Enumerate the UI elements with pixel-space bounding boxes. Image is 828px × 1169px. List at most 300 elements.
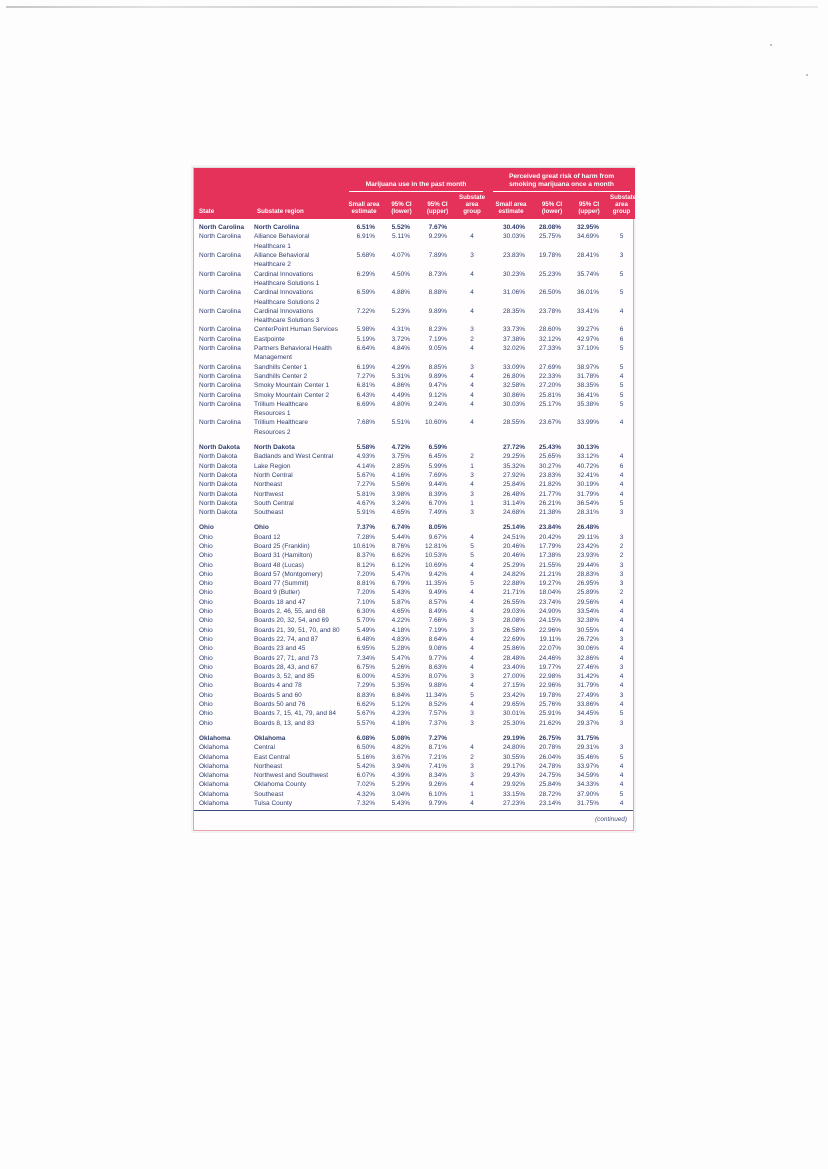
risk-group-cell: 5	[619, 382, 624, 390]
risk-ci-upper-cell: 33.41%	[576, 307, 600, 315]
use-group-cell: 4	[470, 654, 474, 662]
use-estimate-cell: 6.50%	[356, 744, 375, 752]
risk-ci-lower-cell: 22.98%	[538, 673, 562, 681]
use-group-cell: 4	[470, 289, 474, 297]
risk-group-cell: 4	[619, 762, 624, 770]
risk-ci-upper-cell: 34.33%	[576, 781, 600, 789]
region-cell: Boards 23 and 45	[254, 645, 306, 653]
state-cell: Ohio	[199, 719, 213, 727]
use-ci-lower-cell: 4.23%	[391, 710, 410, 718]
risk-ci-lower-cell: 26.75%	[538, 734, 562, 742]
use-group-cell: 4	[470, 382, 474, 390]
region-cell: Boards 8, 13, and 83	[254, 719, 315, 727]
state-cell: Ohio	[199, 635, 213, 643]
risk-ci-upper-cell: 23.42%	[576, 542, 600, 550]
use-ci-upper-cell: 8.07%	[428, 673, 447, 681]
state-cell: North Carolina	[199, 326, 241, 334]
risk-ci-upper-cell: 29.44%	[576, 561, 600, 569]
risk-ci-lower-cell: 25.84%	[538, 781, 562, 789]
risk-estimate-cell: 24.82%	[502, 570, 526, 578]
table-row	[194, 719, 635, 728]
scan-artifact-dot	[770, 44, 772, 46]
use-ci-lower-cell: 5.56%	[391, 481, 410, 489]
state-cell: Oklahoma	[199, 762, 229, 770]
table-row	[194, 480, 635, 489]
use-ci-lower-cell: 5.52%	[391, 224, 410, 232]
risk-group-cell: 4	[619, 598, 624, 606]
use-estimate-cell: 8.37%	[356, 552, 375, 560]
risk-ci-upper-cell: 30.19%	[576, 481, 600, 489]
use-ci-upper-cell: 7.19%	[428, 626, 447, 634]
risk-ci-lower-cell: 25.43%	[538, 444, 562, 452]
use-group-cell: 3	[470, 252, 474, 260]
use-ci-lower-cell: 5.23%	[391, 307, 410, 315]
use-group-cell: 3	[470, 363, 474, 371]
use-group-cell: 4	[470, 608, 474, 616]
risk-estimate-cell: 33.73%	[502, 326, 526, 334]
table-row	[194, 391, 635, 400]
use-group-cell: 2	[470, 753, 474, 761]
risk-ci-upper-cell: 25.89%	[576, 589, 600, 597]
risk-ci-upper-cell: 33.97%	[576, 762, 600, 770]
use-estimate-cell: 7.10%	[356, 598, 375, 606]
risk-ci-lower-cell: 32.12%	[538, 335, 562, 343]
table-row	[194, 499, 635, 508]
risk-group-cell: 5	[619, 400, 624, 408]
risk-estimate-cell: 23.83%	[502, 252, 526, 260]
use-ci-upper-cell: 7.89%	[428, 252, 447, 260]
use-ci-lower-cell: 4.50%	[391, 270, 410, 278]
use-group-cell: 4	[470, 682, 474, 690]
use-estimate-cell: 7.32%	[356, 800, 375, 807]
risk-estimate-cell: 26.58%	[502, 626, 526, 634]
use-ci-upper-cell: 8.63%	[428, 663, 447, 671]
use-estimate-cell: 5.98%	[356, 326, 375, 334]
region-cell: Boards 27, 71, and 73	[254, 654, 318, 662]
use-estimate-cell: 6.43%	[356, 391, 375, 399]
region-cell: Boards 50 and 76	[254, 701, 306, 709]
risk-estimate-cell: 29.92%	[502, 781, 526, 789]
state-cell: Ohio	[199, 580, 213, 588]
region-cell: Oklahoma County	[254, 781, 307, 789]
region-cell: Cardinal Innovations Healthcare Solutions 3	[254, 307, 320, 325]
use-estimate-cell: 4.67%	[356, 499, 375, 507]
use-ci-lower-cell: 5.47%	[391, 570, 410, 578]
table-row	[194, 762, 635, 771]
table-row	[194, 709, 635, 718]
use-group-cell: 2	[470, 335, 474, 343]
use-group-cell: 4	[470, 645, 474, 653]
risk-ci-upper-cell: 39.27%	[576, 326, 600, 334]
use-ci-upper-cell: 9.47%	[428, 382, 447, 390]
risk-estimate-cell: 26.80%	[502, 372, 526, 380]
table-row	[194, 307, 635, 326]
risk-ci-lower-cell: 30.27%	[538, 462, 562, 470]
risk-group-cell: 6	[619, 462, 624, 470]
table-row	[194, 790, 635, 799]
risk-estimate-cell: 24.68%	[502, 509, 526, 517]
region-cell: Boards 28, 43, and 67	[254, 663, 318, 671]
risk-group-cell: 4	[619, 645, 624, 653]
use-ci-lower-cell: 4.80%	[391, 400, 410, 408]
risk-ci-upper-cell: 30.13%	[576, 444, 600, 452]
risk-ci-lower-cell: 23.74%	[538, 598, 562, 606]
use-ci-lower-cell: 5.29%	[391, 781, 410, 789]
group-header-label: Perceived great risk of harm from smoking marijuana once a month	[493, 171, 630, 192]
use-estimate-cell: 6.19%	[356, 363, 375, 371]
risk-ci-upper-cell: 33.86%	[576, 701, 600, 709]
state-cell: Ohio	[199, 673, 213, 681]
col-header-state: State	[194, 192, 252, 219]
use-ci-upper-cell: 7.27%	[428, 734, 447, 742]
use-estimate-cell: 4.32%	[356, 790, 375, 798]
region-cell: North Central	[254, 471, 293, 479]
risk-estimate-cell: 26.48%	[502, 490, 526, 498]
use-estimate-cell: 5.19%	[356, 335, 375, 343]
use-ci-upper-cell: 9.89%	[428, 372, 447, 380]
use-estimate-cell: 6.95%	[356, 645, 375, 653]
state-cell: North Dakota	[199, 453, 238, 461]
table-row	[194, 418, 635, 437]
use-ci-upper-cell: 8.71%	[428, 744, 447, 752]
use-ci-lower-cell: 4.86%	[391, 382, 410, 390]
use-ci-lower-cell: 4.65%	[391, 608, 410, 616]
state-cell: North Carolina	[199, 224, 245, 232]
risk-estimate-cell: 28.48%	[502, 654, 526, 662]
risk-ci-lower-cell: 22.96%	[538, 682, 562, 690]
column-header-row	[194, 192, 635, 219]
risk-ci-upper-cell: 34.59%	[576, 772, 600, 780]
risk-ci-upper-cell: 38.97%	[576, 363, 600, 371]
risk-group-cell: 5	[619, 499, 624, 507]
risk-ci-lower-cell: 25.91%	[538, 710, 562, 718]
risk-ci-lower-cell: 26.04%	[538, 753, 562, 761]
risk-ci-lower-cell: 23.78%	[538, 307, 562, 315]
use-ci-lower-cell: 4.18%	[391, 719, 410, 727]
risk-estimate-cell: 23.40%	[502, 663, 526, 671]
use-ci-upper-cell: 10.53%	[424, 552, 447, 560]
use-ci-upper-cell: 9.79%	[428, 800, 447, 807]
region-cell: North Dakota	[254, 444, 295, 452]
use-estimate-cell: 7.20%	[356, 570, 375, 578]
use-estimate-cell: 6.00%	[356, 673, 375, 681]
use-ci-lower-cell: 4.83%	[391, 635, 410, 643]
use-ci-upper-cell: 9.12%	[428, 391, 447, 399]
use-group-cell: 5	[470, 580, 474, 588]
use-ci-lower-cell: 4.53%	[391, 673, 410, 681]
use-estimate-cell: 6.29%	[356, 270, 375, 278]
state-cell: North Carolina	[199, 382, 241, 390]
use-ci-upper-cell: 6.70%	[428, 499, 447, 507]
use-group-cell: 4	[470, 781, 474, 789]
state-cell: Oklahoma	[199, 744, 229, 752]
use-estimate-cell: 7.28%	[356, 533, 375, 541]
use-ci-upper-cell: 6.10%	[428, 790, 447, 798]
use-ci-upper-cell: 7.49%	[428, 509, 447, 517]
risk-ci-upper-cell: 33.54%	[576, 608, 600, 616]
substate-estimates-table	[193, 167, 637, 831]
risk-group-cell: 3	[619, 509, 624, 517]
use-ci-upper-cell: 7.21%	[428, 753, 447, 761]
risk-group-cell: 3	[619, 580, 624, 588]
state-cell: Oklahoma	[199, 734, 231, 742]
use-estimate-cell: 6.48%	[356, 635, 375, 643]
table-row	[194, 335, 635, 344]
use-group-cell: 3	[470, 673, 474, 681]
use-ci-upper-cell: 9.42%	[428, 570, 447, 578]
risk-estimate-cell: 29.17%	[502, 762, 526, 770]
risk-estimate-cell: 29.43%	[502, 772, 526, 780]
risk-estimate-cell: 24.51%	[502, 533, 526, 541]
risk-ci-upper-cell: 29.56%	[576, 598, 600, 606]
risk-ci-upper-cell: 31.75%	[576, 800, 600, 807]
region-cell: Partners Behavioral Health Management	[254, 345, 332, 362]
risk-group-cell: 3	[619, 744, 624, 752]
risk-ci-upper-cell: 42.97%	[576, 335, 600, 343]
use-ci-upper-cell: 6.45%	[428, 453, 447, 461]
region-cell: Northeast	[254, 481, 283, 489]
table-row	[194, 691, 635, 700]
use-ci-lower-cell: 5.47%	[391, 654, 410, 662]
use-estimate-cell: 4.14%	[356, 462, 375, 470]
use-estimate-cell: 7.34%	[356, 654, 375, 662]
state-cell: North Carolina	[199, 335, 241, 343]
state-cell: North Carolina	[199, 233, 241, 241]
table-row	[194, 288, 635, 307]
table-row	[194, 452, 635, 461]
region-cell: Board 9 (Butler)	[254, 589, 300, 597]
risk-group-cell: 4	[619, 673, 624, 681]
region-cell: Tulsa County	[254, 800, 293, 807]
risk-estimate-cell: 33.09%	[502, 363, 526, 371]
risk-ci-lower-cell: 25.17%	[538, 400, 562, 408]
use-estimate-cell: 6.07%	[356, 772, 375, 780]
risk-ci-upper-cell: 40.72%	[576, 462, 600, 470]
risk-estimate-cell: 28.55%	[502, 419, 526, 427]
region-cell: Trillium Healthcare Resources 1	[254, 400, 308, 418]
risk-estimate-cell: 25.86%	[502, 645, 526, 653]
use-ci-lower-cell: 3.94%	[391, 762, 410, 770]
use-ci-upper-cell: 8.52%	[428, 701, 447, 709]
risk-ci-upper-cell: 31.79%	[576, 682, 600, 690]
use-ci-lower-cell: 4.18%	[391, 626, 410, 634]
use-group-cell: 1	[470, 499, 474, 507]
risk-ci-lower-cell: 27.33%	[538, 345, 562, 353]
table-row	[194, 607, 635, 616]
table-row	[194, 743, 635, 752]
table-row	[194, 799, 635, 808]
risk-ci-upper-cell: 37.10%	[576, 345, 600, 353]
risk-ci-upper-cell: 34.45%	[576, 710, 600, 718]
region-cell: Cardinal Innovations Healthcare Solutions 2	[254, 289, 320, 306]
risk-ci-lower-cell: 28.72%	[538, 790, 562, 798]
col-header-use-group: Substate area group	[456, 192, 488, 219]
state-cell: North Dakota	[199, 471, 238, 479]
table-row	[194, 372, 635, 381]
risk-ci-lower-cell: 21.82%	[538, 481, 562, 489]
state-cell: Ohio	[199, 710, 213, 718]
use-group-cell: 4	[470, 570, 474, 578]
risk-ci-upper-cell: 26.72%	[576, 635, 600, 643]
risk-group-cell: 3	[619, 570, 624, 578]
use-ci-lower-cell: 5.51%	[391, 419, 410, 427]
use-ci-upper-cell: 8.88%	[428, 289, 447, 297]
use-estimate-cell: 8.12%	[356, 561, 375, 569]
table-row	[194, 570, 635, 579]
region-cell: Eastpointe	[254, 335, 285, 343]
risk-ci-upper-cell: 28.41%	[576, 252, 600, 260]
state-cell: Ohio	[199, 542, 213, 550]
use-ci-lower-cell: 5.43%	[391, 800, 410, 807]
risk-estimate-cell: 30.40%	[502, 224, 526, 232]
risk-ci-lower-cell: 24.75%	[538, 772, 562, 780]
state-cell: Oklahoma	[199, 781, 229, 789]
risk-ci-upper-cell: 27.49%	[576, 691, 600, 699]
use-ci-lower-cell: 4.49%	[391, 391, 410, 399]
use-ci-lower-cell: 3.04%	[391, 790, 410, 798]
table-row	[194, 462, 635, 471]
col-header-use-ci-lower: 95% CI (lower)	[384, 192, 419, 219]
risk-ci-upper-cell: 29.37%	[576, 719, 600, 727]
risk-ci-lower-cell: 19.27%	[538, 580, 562, 588]
use-ci-lower-cell: 5.28%	[391, 645, 410, 653]
risk-ci-upper-cell: 30.06%	[576, 645, 600, 653]
state-cell: North Carolina	[199, 345, 241, 353]
use-ci-lower-cell: 3.98%	[391, 490, 410, 498]
risk-group-cell: 5	[619, 710, 624, 718]
state-cell: Ohio	[199, 589, 213, 597]
state-cell: North Carolina	[199, 419, 241, 427]
use-ci-upper-cell: 7.41%	[428, 762, 447, 770]
use-group-cell	[456, 437, 488, 452]
risk-estimate-cell: 25.29%	[502, 561, 526, 569]
risk-ci-lower-cell: 26.50%	[538, 289, 562, 297]
state-cell: Oklahoma	[199, 753, 229, 761]
use-ci-upper-cell: 9.44%	[428, 481, 447, 489]
use-ci-upper-cell: 11.34%	[425, 691, 447, 699]
use-ci-lower-cell: 6.79%	[391, 580, 410, 588]
use-ci-lower-cell: 6.62%	[391, 552, 410, 560]
use-ci-upper-cell: 9.49%	[428, 589, 447, 597]
risk-estimate-cell: 20.46%	[502, 552, 526, 560]
use-group-cell: 4	[470, 744, 474, 752]
risk-estimate-cell: 35.32%	[502, 462, 526, 470]
use-group-cell: 4	[470, 533, 474, 541]
use-estimate-cell: 6.69%	[356, 400, 375, 408]
use-ci-upper-cell: 9.67%	[428, 533, 447, 541]
table-row	[194, 400, 635, 419]
use-ci-upper-cell: 7.19%	[428, 335, 447, 343]
region-cell: Board 77 (Summit)	[254, 580, 309, 588]
state-cell: Oklahoma	[199, 800, 229, 807]
risk-ci-lower-cell: 23.14%	[538, 800, 562, 807]
use-group-cell: 4	[470, 233, 474, 241]
use-ci-lower-cell: 5.11%	[392, 233, 410, 241]
risk-ci-upper-cell: 29.11%	[577, 533, 600, 541]
risk-group-cell: 5	[619, 289, 624, 297]
risk-ci-upper-cell: 35.38%	[576, 400, 600, 408]
table-row	[194, 490, 635, 499]
region-cell: Boards 22, 74, and 87	[254, 635, 318, 643]
use-group-cell: 3	[470, 710, 474, 718]
use-group-cell: 5	[470, 542, 474, 550]
risk-ci-lower-cell: 28.60%	[538, 326, 562, 334]
table-row	[194, 598, 635, 607]
risk-ci-upper-cell: 31.79%	[576, 490, 600, 498]
use-ci-lower-cell: 3.72%	[391, 335, 410, 343]
risk-group-cell: 4	[619, 608, 624, 616]
risk-estimate-cell: 30.03%	[502, 400, 526, 408]
table-row	[194, 381, 635, 390]
use-estimate-cell: 8.83%	[356, 691, 375, 699]
risk-ci-lower-cell: 24.46%	[538, 654, 562, 662]
table-row	[194, 753, 635, 762]
risk-ci-upper-cell: 32.95%	[576, 224, 600, 232]
use-group-cell: 4	[470, 561, 474, 569]
risk-group-cell	[608, 437, 635, 452]
risk-estimate-cell: 29.65%	[502, 701, 526, 709]
risk-ci-lower-cell: 22.96%	[538, 626, 562, 634]
risk-group-cell	[608, 728, 635, 743]
risk-ci-upper-cell: 37.90%	[576, 790, 600, 798]
risk-estimate-cell: 30.03%	[502, 233, 526, 241]
state-cell: North Carolina	[199, 289, 241, 297]
risk-group-cell: 5	[619, 790, 624, 798]
use-group-cell: 4	[470, 635, 474, 643]
use-ci-upper-cell: 9.05%	[428, 345, 447, 353]
risk-group-cell: 4	[619, 453, 624, 461]
risk-group-cell: 3	[619, 252, 624, 260]
use-ci-lower-cell: 4.22%	[391, 617, 410, 625]
region-cell: Trillium Healthcare Resources 2	[254, 419, 308, 436]
use-ci-lower-cell: 5.43%	[391, 589, 410, 597]
use-estimate-cell: 6.30%	[356, 608, 375, 616]
risk-ci-lower-cell: 25.23%	[538, 270, 562, 278]
use-estimate-cell: 4.93%	[356, 453, 375, 461]
use-ci-lower-cell: 6.12%	[391, 561, 410, 569]
table-row	[194, 232, 635, 251]
risk-ci-upper-cell: 32.38%	[576, 617, 600, 625]
state-cell: Ohio	[199, 682, 213, 690]
risk-ci-lower-cell: 20.78%	[538, 744, 562, 752]
use-estimate-cell: 5.81%	[356, 490, 375, 498]
use-ci-lower-cell: 3.67%	[391, 753, 410, 761]
use-estimate-cell: 7.68%	[356, 419, 375, 427]
use-group-cell: 3	[470, 626, 474, 634]
risk-group-cell: 4	[619, 682, 624, 690]
risk-ci-upper-cell: 36.54%	[576, 499, 600, 507]
risk-estimate-cell: 27.15%	[502, 682, 526, 690]
risk-ci-upper-cell: 38.35%	[576, 382, 600, 390]
table-row	[194, 635, 635, 644]
scan-artifact-dot	[806, 74, 808, 76]
use-ci-lower-cell: 5.44%	[391, 533, 410, 541]
region-cell: Smoky Mountain Center 1	[254, 382, 330, 390]
use-ci-upper-cell: 8.85%	[428, 363, 447, 371]
use-estimate-cell: 5.42%	[356, 762, 375, 770]
col-header-risk-estimate: Small area estimate	[488, 192, 534, 219]
group-header-label: Marijuana use in the past month	[349, 179, 483, 193]
table-row	[194, 588, 635, 597]
table-row	[194, 325, 635, 334]
use-estimate-cell: 7.02%	[356, 781, 375, 789]
region-cell: Boards 7, 15, 41, 79, and 84	[254, 710, 337, 718]
risk-ci-lower-cell: 25.75%	[538, 233, 562, 241]
region-cell: Sandhills Center 2	[254, 372, 308, 380]
risk-ci-lower-cell: 25.81%	[538, 391, 562, 399]
region-cell: Badlands and West Central	[254, 453, 334, 461]
risk-estimate-cell: 28.35%	[502, 307, 526, 315]
